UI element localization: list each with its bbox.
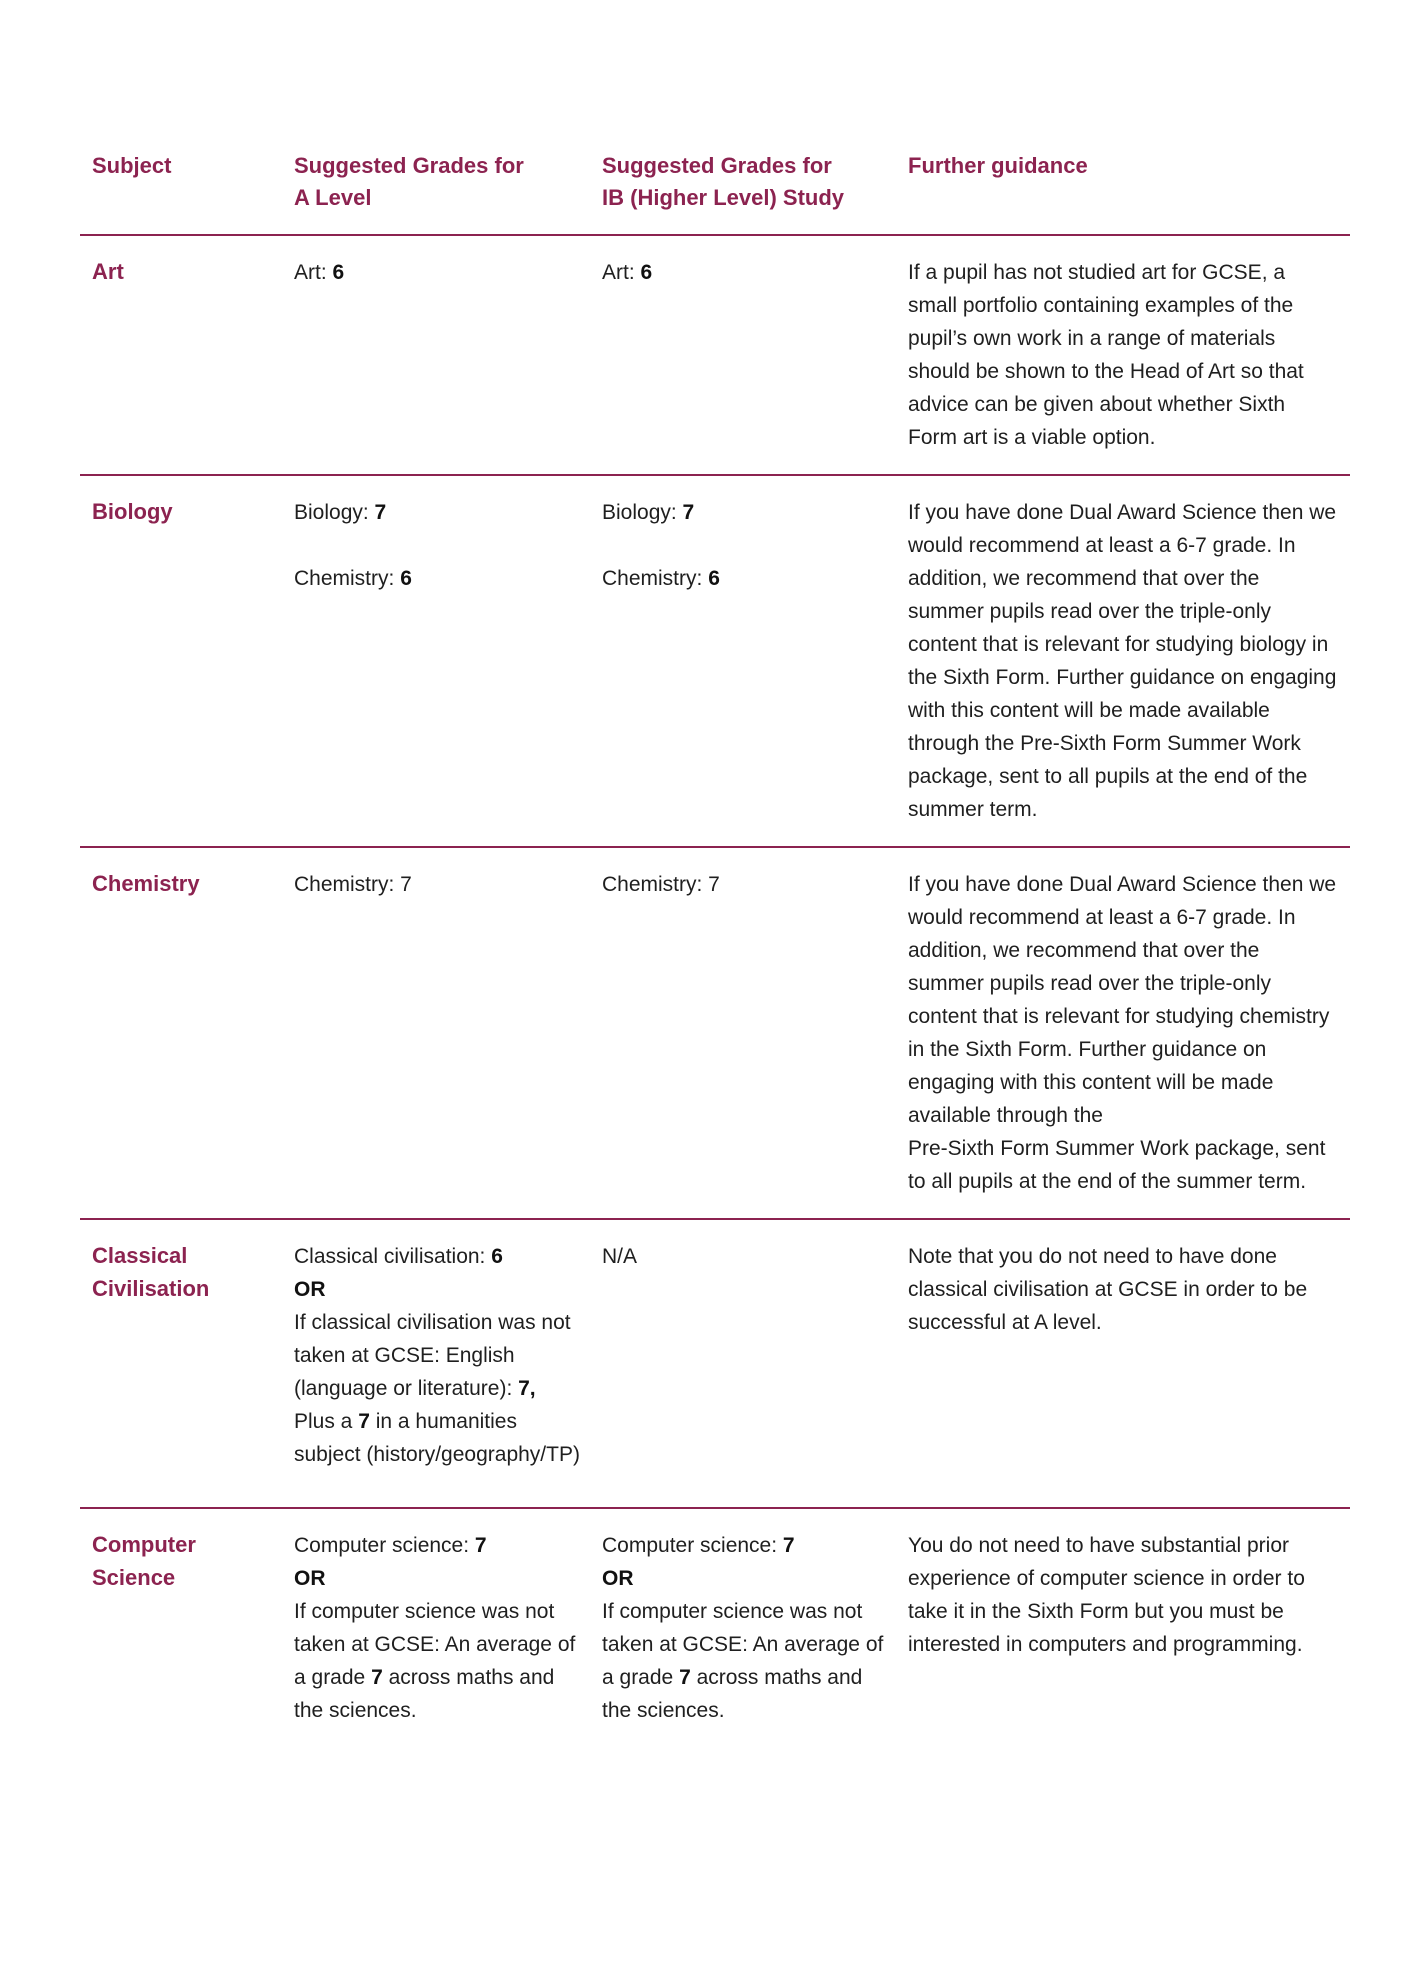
header-ib-line2: IB (Higher Level) Study — [602, 185, 845, 210]
table-row-classical — [80, 1220, 1350, 1509]
alevel-biology — [294, 496, 602, 826]
subject-classical — [92, 1240, 294, 1471]
table-row-biology — [80, 476, 1350, 848]
ib-chem-grade: 6 — [708, 567, 720, 590]
header-ib — [602, 150, 908, 214]
ib-classical: N/A — [602, 1245, 638, 1268]
alevel-computing-alt2: across maths and the sciences. — [294, 1666, 555, 1722]
ib-chemistry: Chemistry: 7 — [602, 873, 720, 896]
subject-classical-line2: Civilisation — [92, 1275, 210, 1301]
grades-table — [80, 150, 1350, 1747]
alevel-art — [294, 256, 602, 454]
table-row-chemistry — [80, 848, 1350, 1220]
ib-chem-label: Chemistry: — [602, 567, 709, 590]
alevel-computing-alt1: If computer science was not taken at GCSE: An average of a grade — [294, 1600, 576, 1689]
alevel-computing-label: Computer science: — [294, 1534, 475, 1557]
alevel-chemistry: Chemistry: 7 — [294, 873, 412, 896]
ib-computing-label: Computer science: — [602, 1534, 783, 1557]
subject-computing-line2: Science — [92, 1564, 176, 1590]
ib-computing-alt1: If computer science was not taken at GCSE: An average of a grade — [602, 1600, 884, 1689]
guidance-chemistry-p1: If you have done Dual Award Science then we would recommend at least a 6-7 grade. In addition, we recommend that over the summer pupils read over the triple-only content that is relevant for studying chemistry in the Sixth Form. Further guidance on engaging with this content will be made available through the — [908, 873, 1337, 1127]
table-header — [80, 150, 1350, 236]
guidance-chemistry — [908, 868, 1338, 1198]
alevel-chem-grade: 6 — [400, 567, 412, 590]
alevel-bio-grade: 7 — [374, 501, 387, 524]
guidance-chemistry-p2: Pre-Sixth Form Summer Work package, sent to all pupils at the end of the summer term. — [908, 1137, 1326, 1193]
guidance-biology: If you have done Dual Award Science then we would recommend at least a 6-7 grade. In addition, we recommend that over the summer pupils read over the triple-only content that is relevant for studying biology in the Sixth Form. Further guidance on engaging with this content will be made available through the Pre-Sixth Form Summer Work package, sent to all pupils at the end of the summer term. — [908, 501, 1337, 821]
header-alevel-line1: Suggested Grades for — [294, 153, 524, 178]
ib-computing-alt2: across maths and the sciences. — [602, 1666, 863, 1722]
alevel-computing-alt-grade: 7 — [371, 1666, 383, 1689]
alevel-classical-or: OR — [294, 1278, 326, 1301]
alevel-computing — [294, 1529, 602, 1727]
header-guidance: Further guidance — [908, 153, 1088, 178]
ib-bio-grade: 7 — [682, 501, 695, 524]
ib-bio-label: Biology: — [602, 501, 683, 524]
alevel-classical-grade: 6 — [491, 1245, 503, 1268]
subject-computing — [92, 1529, 294, 1727]
alevel-bio-label: Biology: — [294, 501, 375, 524]
alevel-computing-or: OR — [294, 1567, 326, 1590]
table-row-art — [80, 236, 1350, 476]
alevel-classical — [294, 1240, 602, 1471]
alevel-art-label: Art: — [294, 261, 333, 284]
header-alevel — [294, 150, 602, 214]
alevel-classical-alt-grade: 7, — [518, 1377, 536, 1400]
ib-computing-grade: 7 — [782, 1534, 795, 1557]
header-ib-line1: Suggested Grades for — [602, 153, 832, 178]
ib-biology — [602, 496, 908, 826]
subject-art: Art — [92, 259, 124, 284]
guidance-art: If a pupil has not studied art for GCSE, a small portfolio containing examples of the pupil’s own work in a range of materials should be shown to the Head of Art so that advice can be given about whether Sixth Form art is a viable option. — [908, 261, 1304, 449]
alevel-classical-label: Classical civilisation: — [294, 1245, 492, 1268]
ib-computing — [602, 1529, 908, 1727]
guidance-classical: Note that you do not need to have done classical civilisation at GCSE in order to be successful at A level. — [908, 1245, 1308, 1334]
ib-art-label: Art: — [602, 261, 641, 284]
subject-chemistry: Chemistry — [92, 871, 200, 896]
table-row-computing — [80, 1509, 1350, 1747]
ib-computing-alt-grade: 7 — [679, 1666, 691, 1689]
alevel-classical-plus-rest: in a humanities subject (history/geography/TP) — [294, 1410, 580, 1466]
alevel-classical-plus-grade: 7 — [358, 1410, 370, 1433]
alevel-chem-label: Chemistry: — [294, 567, 401, 590]
subject-classical-line1: Classical — [92, 1243, 188, 1268]
header-subject: Subject — [92, 153, 172, 178]
ib-art — [602, 256, 908, 454]
ib-computing-or: OR — [602, 1567, 634, 1590]
ib-art-grade: 6 — [640, 261, 653, 284]
alevel-art-grade: 6 — [332, 261, 345, 284]
alevel-classical-plus: Plus a — [294, 1410, 359, 1433]
subject-computing-line1: Computer — [92, 1532, 196, 1557]
alevel-classical-alt: If classical civilisation was not taken at GCSE: English (language or literature): — [294, 1311, 571, 1400]
subject-biology: Biology — [92, 499, 173, 524]
header-alevel-line2: A Level — [294, 185, 372, 210]
alevel-computing-grade: 7 — [474, 1534, 487, 1557]
guidance-computing: You do not need to have substantial prior experience of computer science in order to take it in the Sixth Form but you must be interested in computers and programming. — [908, 1534, 1305, 1656]
